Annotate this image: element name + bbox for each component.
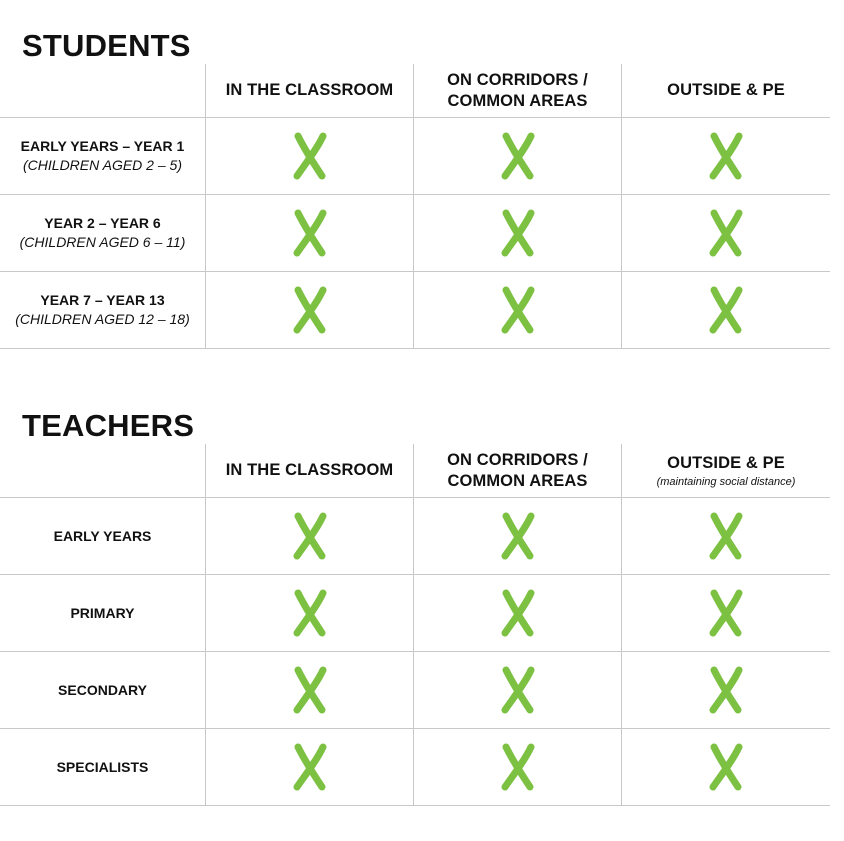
x-mark-icon	[500, 512, 536, 560]
x-mark-icon	[708, 589, 744, 637]
row-sublabel: (CHILDREN AGED 12 – 18)	[15, 311, 190, 327]
x-mark-icon	[500, 286, 536, 334]
x-mark-cell	[413, 118, 621, 194]
x-mark-icon	[292, 286, 328, 334]
x-mark-cell	[413, 575, 621, 651]
row-header	[0, 652, 205, 728]
row-label: YEAR 7 – YEAR 13	[40, 292, 165, 308]
row-label: SPECIALISTS	[56, 758, 149, 775]
x-mark-icon	[708, 132, 744, 180]
x-mark-icon	[500, 666, 536, 714]
row-sublabel: (CHILDREN AGED 2 – 5)	[23, 157, 182, 173]
x-mark-icon	[292, 743, 328, 791]
teachers-row	[0, 498, 830, 575]
x-mark-icon	[292, 209, 328, 257]
students-corner-cell	[0, 64, 205, 117]
students-column-header	[413, 64, 621, 117]
teachers-header-row	[0, 444, 830, 498]
row-sublabel: (CHILDREN AGED 6 – 11)	[19, 234, 186, 250]
column-header-label: ON CORRIDORS / COMMON AREAS	[447, 70, 588, 110]
row-label: YEAR 2 – YEAR 6	[44, 215, 161, 231]
x-mark-icon	[292, 666, 328, 714]
students-header-row	[0, 64, 830, 118]
x-mark-cell	[621, 118, 830, 194]
teachers-row	[0, 729, 830, 806]
row-label: EARLY YEARS	[53, 527, 152, 544]
x-mark-cell	[205, 195, 413, 271]
students-column-header	[621, 64, 830, 117]
x-mark-icon	[500, 589, 536, 637]
column-header-label: OUTSIDE & PE	[667, 453, 785, 472]
students-row	[0, 195, 830, 272]
x-mark-cell	[621, 652, 830, 728]
teachers-column-header	[621, 444, 830, 497]
teachers-column-header	[413, 444, 621, 497]
row-header	[0, 729, 205, 805]
x-mark-cell	[621, 195, 830, 271]
teachers-table	[0, 444, 830, 806]
column-header-note: (maintaining social distance)	[656, 475, 796, 488]
teachers-row	[0, 652, 830, 729]
column-header-label: IN THE CLASSROOM	[225, 461, 394, 479]
x-mark-cell	[205, 575, 413, 651]
column-header-label: ON CORRIDORS / COMMON AREAS	[447, 450, 588, 490]
x-mark-icon	[708, 286, 744, 334]
column-header-label: OUTSIDE & PE	[667, 81, 785, 99]
row-header	[0, 118, 205, 194]
teachers-corner-cell	[0, 444, 205, 497]
x-mark-cell	[413, 729, 621, 805]
students-row	[0, 118, 830, 195]
x-mark-icon	[500, 209, 536, 257]
x-mark-cell	[413, 652, 621, 728]
x-mark-cell	[621, 498, 830, 574]
x-mark-cell	[205, 118, 413, 194]
students-row	[0, 272, 830, 349]
students-section-title: STUDENTS	[22, 28, 191, 63]
x-mark-cell	[621, 729, 830, 805]
x-mark-icon	[292, 512, 328, 560]
x-mark-cell	[205, 729, 413, 805]
x-mark-cell	[413, 195, 621, 271]
x-mark-icon	[708, 512, 744, 560]
row-header	[0, 498, 205, 574]
row-header	[0, 272, 205, 348]
x-mark-cell	[413, 498, 621, 574]
x-mark-icon	[292, 589, 328, 637]
row-label: EARLY YEARS – YEAR 1	[20, 138, 185, 154]
row-label: SECONDARY	[58, 681, 147, 698]
x-mark-icon	[708, 743, 744, 791]
row-header	[0, 195, 205, 271]
x-mark-cell	[621, 575, 830, 651]
x-mark-icon	[500, 132, 536, 180]
students-table	[0, 64, 830, 349]
column-header-label: IN THE CLASSROOM	[225, 81, 394, 99]
x-mark-cell	[205, 652, 413, 728]
x-mark-icon	[292, 132, 328, 180]
x-mark-cell	[205, 498, 413, 574]
x-mark-icon	[708, 666, 744, 714]
x-mark-cell	[205, 272, 413, 348]
x-mark-icon	[500, 743, 536, 791]
row-label: PRIMARY	[70, 604, 135, 621]
x-mark-cell	[621, 272, 830, 348]
teachers-row	[0, 575, 830, 652]
teachers-section-title: TEACHERS	[22, 408, 195, 443]
row-header	[0, 575, 205, 651]
students-column-header	[205, 64, 413, 117]
x-mark-icon	[708, 209, 744, 257]
teachers-column-header	[205, 444, 413, 497]
x-mark-cell	[413, 272, 621, 348]
